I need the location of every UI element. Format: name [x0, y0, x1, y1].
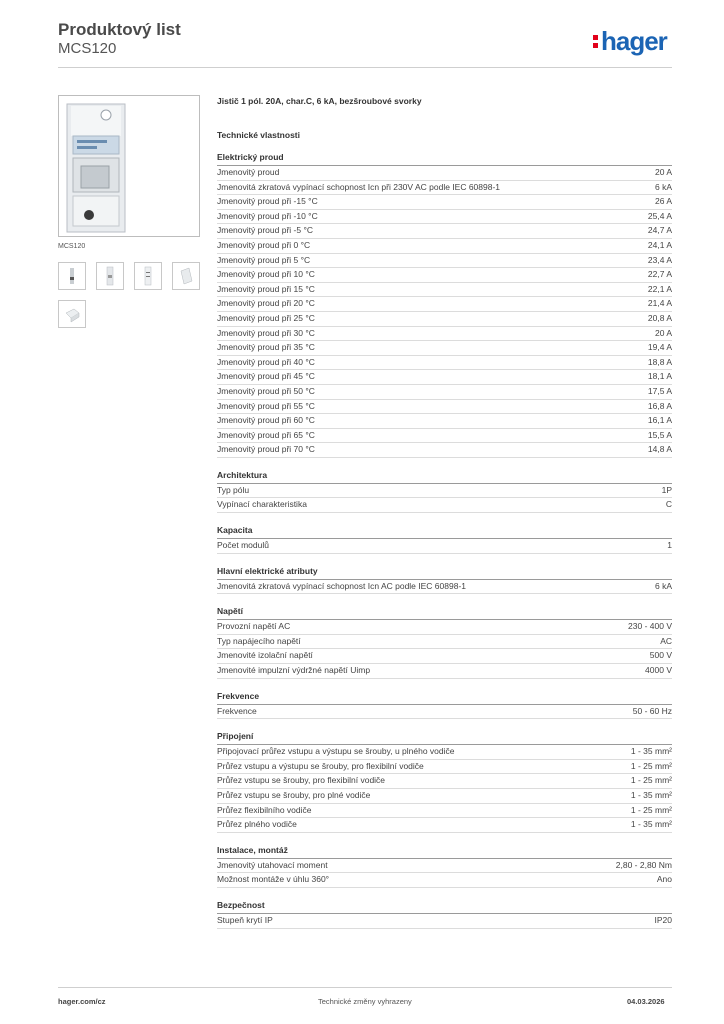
spec-value: 25,4 A	[647, 210, 672, 221]
spec-label: Jmenovitý proud při -15 °C	[217, 196, 318, 207]
spec-label: Průřez vstupu se šrouby, pro flexibilní vodiče	[217, 775, 386, 786]
spec-section	[217, 606, 672, 690]
spec-value: 20 A	[654, 167, 672, 177]
spec-label: Jmenovitý proud při 0 °C	[217, 239, 311, 250]
breaker-side-icon	[59, 263, 85, 289]
spec-label: Jmenovité izolační napětí	[217, 650, 313, 661]
spec-section	[217, 470, 672, 525]
spec-row	[217, 414, 672, 429]
spec-row	[217, 297, 672, 312]
spec-label: Jmenovitá zkratová vypínací schopnost Icn AC podle IEC 60898-1	[217, 580, 466, 591]
spec-value: 21,4 A	[647, 298, 672, 309]
header-divider	[58, 67, 672, 68]
spec-row	[217, 774, 672, 789]
spec-row	[217, 789, 672, 804]
product-image[interactable]	[58, 95, 200, 237]
spec-value: 16,1 A	[647, 415, 672, 426]
section-title: Architektura	[217, 470, 672, 484]
spec-label: Vypínací charakteristika	[217, 499, 307, 510]
spec-row	[217, 166, 672, 181]
spec-value: 20,8 A	[647, 312, 672, 323]
spec-row	[217, 254, 672, 269]
section-gap	[217, 594, 672, 606]
thumbnail-1[interactable]	[58, 262, 86, 290]
page-title: Produktový list	[58, 20, 181, 39]
spec-value: Ano	[656, 874, 672, 885]
section-gap	[217, 929, 672, 941]
spec-row	[217, 210, 672, 225]
section-title: Bezpečnost	[217, 900, 672, 914]
spec-value: 1 - 35 mm²	[630, 746, 672, 757]
spec-label: Jmenovitý proud při 20 °C	[217, 298, 315, 309]
section-title: Elektrický proud	[217, 152, 672, 166]
section-gap	[217, 513, 672, 525]
thumbnail-4[interactable]	[172, 262, 200, 290]
spec-row	[217, 224, 672, 239]
spec-value: 6 kA	[654, 580, 672, 591]
product-description: Jistič 1 pól. 20A, char.C, 6 kA, bezšroubové svorky	[217, 96, 422, 106]
spec-value: 1	[667, 540, 672, 551]
spec-label: Jmenovitá zkratová vypínací schopnost Icn při 230V AC podle IEC 60898-1	[217, 181, 501, 192]
footer-date: 04.03.2026	[627, 997, 665, 1006]
page-header	[58, 20, 181, 58]
spec-row	[217, 498, 672, 513]
spec-row	[217, 818, 672, 833]
spec-label: Jmenovitý proud při 50 °C	[217, 385, 315, 396]
spec-row	[217, 443, 672, 458]
spec-value: C	[665, 499, 672, 510]
spec-label: Jmenovitý proud při -10 °C	[217, 210, 318, 221]
spec-row	[217, 341, 672, 356]
spec-value: 1 - 25 mm²	[630, 775, 672, 786]
spec-section	[217, 845, 672, 900]
tech-heading: Technické vlastnosti	[217, 130, 300, 140]
spec-label: Připojovací průřez vstupu a výstupu se šrouby, u plného vodiče	[217, 746, 455, 757]
spec-value: 16,8 A	[647, 400, 672, 411]
spec-row	[217, 745, 672, 760]
logo-colon-icon	[593, 32, 598, 51]
spec-label: Jmenovitý proud při 35 °C	[217, 342, 315, 353]
image-caption: MCS120	[58, 243, 86, 250]
spec-label: Jmenovitý proud při 55 °C	[217, 400, 315, 411]
spec-value: IP20	[654, 914, 672, 925]
spec-label: Frekvence	[217, 705, 257, 716]
thumbnail-2[interactable]	[96, 262, 124, 290]
section-title: Instalace, montáž	[217, 845, 672, 859]
spec-value: AC	[660, 635, 672, 646]
section-gap	[217, 679, 672, 691]
spec-row	[217, 268, 672, 283]
spec-value: 18,1 A	[647, 371, 672, 382]
spec-label: Jmenovitý proud při 10 °C	[217, 269, 315, 280]
spec-value: 6 kA	[654, 181, 672, 192]
spec-value: 1 - 35 mm²	[630, 790, 672, 800]
spec-row	[217, 283, 672, 298]
spec-label: Jmenovité impulzní výdržné napětí Uimp	[217, 665, 371, 676]
section-gap	[217, 719, 672, 731]
spec-section	[217, 566, 672, 607]
spec-label: Jmenovitý proud při 65 °C	[217, 429, 315, 440]
breaker-3d-icon	[59, 301, 85, 327]
spec-row	[217, 804, 672, 819]
circuit-breaker-icon	[59, 96, 199, 236]
spec-value: 1P	[661, 484, 672, 495]
spec-section	[217, 731, 672, 845]
spec-label: Jmenovitý proud při 30 °C	[217, 327, 315, 338]
spec-label: Typ pólu	[217, 484, 250, 495]
spec-label: Průřez flexibilního vodiče	[217, 804, 312, 815]
spec-value: 1 - 25 mm²	[630, 760, 672, 771]
section-title: Napětí	[217, 606, 672, 620]
spec-label: Jmenovitý proud při 45 °C	[217, 371, 315, 382]
section-gap	[217, 554, 672, 566]
section-title: Připojení	[217, 731, 672, 745]
spec-value: 50 - 60 Hz	[632, 705, 672, 716]
thumbnail-3[interactable]	[134, 262, 162, 290]
spec-row	[217, 312, 672, 327]
section-title: Hlavní elektrické atributy	[217, 566, 672, 580]
spec-section	[217, 152, 672, 470]
product-code: MCS120	[58, 40, 117, 57]
breaker-angle-icon	[173, 263, 199, 289]
spec-row	[217, 400, 672, 415]
spec-value: 17,5 A	[647, 385, 672, 396]
spec-label: Průřez vstupu a výstupu se šrouby, pro flexibilní vodiče	[217, 760, 424, 771]
spec-row	[217, 620, 672, 635]
spec-row	[217, 873, 672, 888]
spec-row	[217, 195, 672, 210]
section-title: Frekvence	[217, 691, 672, 705]
spec-section	[217, 900, 672, 941]
spec-value: 230 - 400 V	[628, 621, 672, 632]
spec-label: Průřez vstupu se šrouby, pro plné vodiče	[217, 790, 371, 800]
footer-note: Technické změny vyhrazeny	[318, 997, 412, 1006]
spec-row	[217, 181, 672, 196]
spec-value: 26 A	[654, 196, 672, 207]
spec-label: Průřez plného vodiče	[217, 819, 297, 830]
spec-label: Jmenovitý utahovací moment	[217, 859, 328, 870]
spec-content	[217, 96, 672, 941]
spec-label: Jmenovitý proud při -5 °C	[217, 225, 313, 236]
spec-label: Jmenovitý proud při 15 °C	[217, 283, 315, 294]
spec-section	[217, 525, 672, 566]
section-gap	[217, 833, 672, 845]
spec-row	[217, 327, 672, 342]
logo-text: hager	[601, 26, 667, 56]
spec-value: 22,7 A	[647, 269, 672, 280]
spec-row	[217, 356, 672, 371]
spec-value: 23,4 A	[647, 254, 672, 265]
spec-section	[217, 691, 672, 732]
hager-logo[interactable]	[593, 27, 667, 55]
breaker-front-icon	[97, 263, 123, 289]
spec-value: 20 A	[654, 327, 672, 338]
spec-row	[217, 859, 672, 874]
spec-value: 19,4 A	[647, 342, 672, 353]
spec-value: 14,8 A	[647, 444, 672, 455]
spec-row	[217, 664, 672, 679]
spec-label: Jmenovitý proud při 70 °C	[217, 444, 315, 455]
spec-row	[217, 539, 672, 554]
spec-row	[217, 635, 672, 650]
footer-divider	[58, 987, 672, 988]
spec-label: Provozní napětí AC	[217, 621, 291, 632]
spec-label: Možnost montáže v úhlu 360°	[217, 874, 330, 885]
spec-value: 15,5 A	[647, 429, 672, 440]
spec-label: Jmenovitý proud	[217, 167, 280, 177]
spec-row	[217, 914, 672, 929]
spec-value: 24,7 A	[647, 225, 672, 236]
spec-value: 22,1 A	[647, 283, 672, 294]
spec-row	[217, 760, 672, 775]
spec-value: 1 - 35 mm²	[630, 819, 672, 830]
spec-label: Jmenovitý proud při 25 °C	[217, 312, 315, 323]
spec-row	[217, 429, 672, 444]
section-gap	[217, 458, 672, 470]
spec-value: 4000 V	[645, 665, 672, 676]
section-title: Kapacita	[217, 525, 672, 539]
spec-row	[217, 370, 672, 385]
spec-value: 24,1 A	[647, 239, 672, 250]
spec-label: Jmenovitý proud při 60 °C	[217, 415, 315, 426]
spec-label: Jmenovitý proud při 40 °C	[217, 356, 315, 367]
spec-row	[217, 580, 672, 595]
spec-row	[217, 239, 672, 254]
spec-row	[217, 385, 672, 400]
section-gap	[217, 888, 672, 900]
spec-value: 500 V	[649, 650, 672, 661]
spec-label: Typ napájecího napětí	[217, 635, 301, 646]
spec-sections	[217, 152, 672, 941]
spec-value: 18,8 A	[647, 356, 672, 367]
spec-label: Stupeň krytí IP	[217, 914, 273, 925]
spec-row	[217, 705, 672, 720]
spec-row	[217, 649, 672, 664]
spec-value: 2,80 - 2,80 Nm	[615, 859, 672, 870]
footer-website[interactable]: hager.com/cz	[58, 997, 106, 1006]
spec-row	[217, 484, 672, 499]
spec-label: Počet modulů	[217, 540, 269, 551]
breaker-label-icon	[135, 263, 161, 289]
spec-value: 1 - 25 mm²	[630, 804, 672, 815]
thumbnail-5[interactable]	[58, 300, 86, 328]
spec-label: Jmenovitý proud při 5 °C	[217, 254, 311, 265]
